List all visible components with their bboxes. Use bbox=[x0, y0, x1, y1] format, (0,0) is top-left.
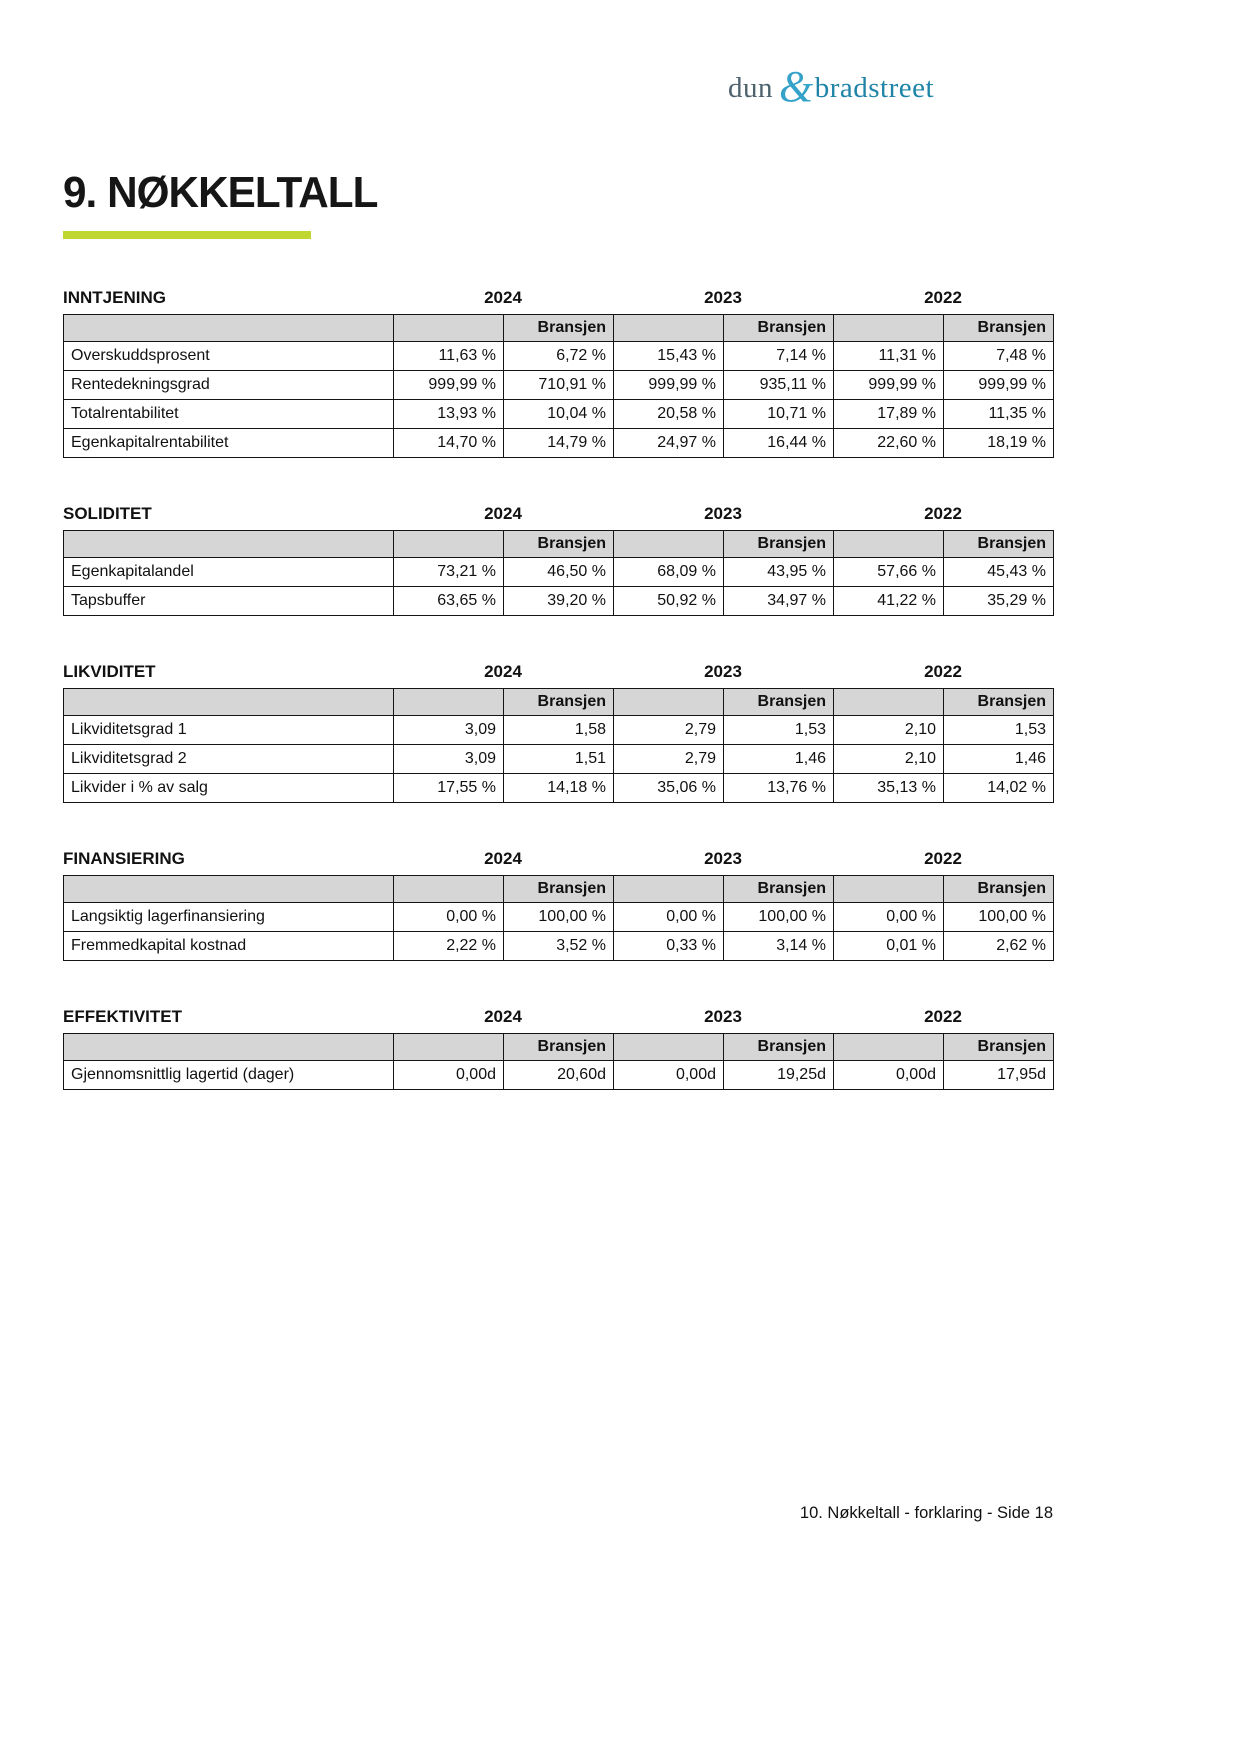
year-label: 2024 bbox=[484, 504, 522, 523]
subheader-empty-cell bbox=[834, 1034, 944, 1061]
row-label-cell: Fremmedkapital kostnad bbox=[64, 932, 394, 961]
value-cell: 22,60 % bbox=[834, 429, 944, 458]
value-cell: 34,97 % bbox=[724, 587, 834, 616]
value-cell: 0,00 % bbox=[394, 903, 504, 932]
value-cell: 13,93 % bbox=[394, 400, 504, 429]
value-cell: 100,00 % bbox=[944, 903, 1054, 932]
value-cell: 13,76 % bbox=[724, 774, 834, 803]
key-figures-table bbox=[63, 530, 1054, 616]
year-label: 2024 bbox=[484, 288, 522, 307]
table-section bbox=[63, 288, 1053, 458]
value-cell: 68,09 % bbox=[614, 558, 724, 587]
year-label: 2024 bbox=[484, 1007, 522, 1026]
bransjen-header-cell: Bransjen bbox=[724, 876, 834, 903]
row-label-cell: Totalrentabilitet bbox=[64, 400, 394, 429]
table-row bbox=[64, 429, 1054, 458]
table-row bbox=[64, 903, 1054, 932]
value-cell: 35,29 % bbox=[944, 587, 1054, 616]
bransjen-header-cell: Bransjen bbox=[724, 315, 834, 342]
section-title: SOLIDITET bbox=[63, 504, 152, 523]
section-title: INNTJENING bbox=[63, 288, 166, 307]
section-header bbox=[63, 1007, 1053, 1027]
value-cell: 35,13 % bbox=[834, 774, 944, 803]
value-cell: 57,66 % bbox=[834, 558, 944, 587]
value-cell: 17,55 % bbox=[394, 774, 504, 803]
value-cell: 3,09 bbox=[394, 745, 504, 774]
value-cell: 14,18 % bbox=[504, 774, 614, 803]
value-cell: 100,00 % bbox=[724, 903, 834, 932]
year-label: 2022 bbox=[924, 504, 962, 523]
subheader-empty-cell bbox=[834, 689, 944, 716]
bransjen-header-cell: Bransjen bbox=[504, 1034, 614, 1061]
bransjen-header-cell: Bransjen bbox=[724, 1034, 834, 1061]
value-cell: 3,14 % bbox=[724, 932, 834, 961]
row-label-cell: Langsiktig lagerfinansiering bbox=[64, 903, 394, 932]
key-figures-table bbox=[63, 688, 1054, 803]
value-cell: 1,46 bbox=[944, 745, 1054, 774]
value-cell: 0,00 % bbox=[614, 903, 724, 932]
value-cell: 10,71 % bbox=[724, 400, 834, 429]
value-cell: 100,00 % bbox=[504, 903, 614, 932]
bransjen-header-cell: Bransjen bbox=[944, 876, 1054, 903]
subheader-row bbox=[64, 689, 1054, 716]
subheader-empty-cell bbox=[64, 876, 394, 903]
value-cell: 999,99 % bbox=[394, 371, 504, 400]
bransjen-header-cell: Bransjen bbox=[944, 531, 1054, 558]
value-cell: 0,00d bbox=[834, 1061, 944, 1090]
subheader-row bbox=[64, 531, 1054, 558]
subheader-empty-cell bbox=[394, 689, 504, 716]
row-label-cell: Likvider i % av salg bbox=[64, 774, 394, 803]
bransjen-header-cell: Bransjen bbox=[724, 689, 834, 716]
value-cell: 73,21 % bbox=[394, 558, 504, 587]
value-cell: 1,53 bbox=[724, 716, 834, 745]
page-footer: 10. Nøkkeltall - forklaring - Side 18 bbox=[799, 1504, 1053, 1522]
value-cell: 999,99 % bbox=[834, 371, 944, 400]
value-cell: 20,58 % bbox=[614, 400, 724, 429]
value-cell: 63,65 % bbox=[394, 587, 504, 616]
value-cell: 2,79 bbox=[614, 716, 724, 745]
subheader-row bbox=[64, 876, 1054, 903]
subheader-empty-cell bbox=[614, 531, 724, 558]
year-label: 2023 bbox=[704, 288, 742, 307]
subheader-empty-cell bbox=[64, 315, 394, 342]
value-cell: 999,99 % bbox=[944, 371, 1054, 400]
table-row bbox=[64, 1061, 1054, 1090]
title-accent-bar bbox=[63, 231, 311, 239]
value-cell: 710,91 % bbox=[504, 371, 614, 400]
value-cell: 0,00d bbox=[614, 1061, 724, 1090]
subheader-empty-cell bbox=[834, 531, 944, 558]
value-cell: 43,95 % bbox=[724, 558, 834, 587]
value-cell: 1,58 bbox=[504, 716, 614, 745]
bransjen-header-cell: Bransjen bbox=[724, 531, 834, 558]
value-cell: 45,43 % bbox=[944, 558, 1054, 587]
table-row bbox=[64, 371, 1054, 400]
value-cell: 20,60d bbox=[504, 1061, 614, 1090]
key-figures-table bbox=[63, 314, 1054, 458]
value-cell: 11,63 % bbox=[394, 342, 504, 371]
subheader-empty-cell bbox=[614, 876, 724, 903]
row-label-cell: Egenkapitalandel bbox=[64, 558, 394, 587]
dun-bradstreet-logo: dun & bradstreet bbox=[728, 62, 935, 111]
year-label: 2022 bbox=[924, 288, 962, 307]
row-label-cell: Tapsbuffer bbox=[64, 587, 394, 616]
value-cell: 11,31 % bbox=[834, 342, 944, 371]
subheader-empty-cell bbox=[834, 876, 944, 903]
section-header bbox=[63, 504, 1053, 524]
value-cell: 17,89 % bbox=[834, 400, 944, 429]
subheader-empty-cell bbox=[394, 1034, 504, 1061]
value-cell: 2,62 % bbox=[944, 932, 1054, 961]
value-cell: 0,01 % bbox=[834, 932, 944, 961]
year-label: 2022 bbox=[924, 849, 962, 868]
page-title: 9. NØKKELTALL bbox=[63, 168, 378, 217]
logo-text-bradstreet: bradstreet bbox=[814, 72, 935, 104]
value-cell: 6,72 % bbox=[504, 342, 614, 371]
value-cell: 2,10 bbox=[834, 745, 944, 774]
value-cell: 3,52 % bbox=[504, 932, 614, 961]
table-row bbox=[64, 745, 1054, 774]
value-cell: 24,97 % bbox=[614, 429, 724, 458]
subheader-empty-cell bbox=[394, 315, 504, 342]
bransjen-header-cell: Bransjen bbox=[944, 1034, 1054, 1061]
table-row bbox=[64, 400, 1054, 429]
bransjen-header-cell: Bransjen bbox=[504, 531, 614, 558]
value-cell: 1,51 bbox=[504, 745, 614, 774]
value-cell: 0,33 % bbox=[614, 932, 724, 961]
value-cell: 14,02 % bbox=[944, 774, 1054, 803]
bransjen-header-cell: Bransjen bbox=[504, 876, 614, 903]
value-cell: 3,09 bbox=[394, 716, 504, 745]
value-cell: 35,06 % bbox=[614, 774, 724, 803]
table-row bbox=[64, 587, 1054, 616]
value-cell: 2,79 bbox=[614, 745, 724, 774]
bransjen-header-cell: Bransjen bbox=[944, 689, 1054, 716]
value-cell: 18,19 % bbox=[944, 429, 1054, 458]
section-header bbox=[63, 849, 1053, 869]
row-label-cell: Rentedekningsgrad bbox=[64, 371, 394, 400]
key-figures-table bbox=[63, 875, 1054, 961]
table-row bbox=[64, 558, 1054, 587]
value-cell: 46,50 % bbox=[504, 558, 614, 587]
value-cell: 14,79 % bbox=[504, 429, 614, 458]
value-cell: 7,14 % bbox=[724, 342, 834, 371]
logo-text-dun: dun bbox=[728, 72, 773, 104]
value-cell: 2,22 % bbox=[394, 932, 504, 961]
table-row bbox=[64, 932, 1054, 961]
subheader-empty-cell bbox=[614, 315, 724, 342]
value-cell: 1,53 bbox=[944, 716, 1054, 745]
value-cell: 935,11 % bbox=[724, 371, 834, 400]
value-cell: 19,25d bbox=[724, 1061, 834, 1090]
value-cell: 50,92 % bbox=[614, 587, 724, 616]
table-section bbox=[63, 662, 1053, 803]
value-cell: 17,95d bbox=[944, 1061, 1054, 1090]
subheader-empty-cell bbox=[614, 689, 724, 716]
section-title: FINANSIERING bbox=[63, 849, 185, 868]
year-label: 2022 bbox=[924, 1007, 962, 1026]
subheader-empty-cell bbox=[394, 876, 504, 903]
year-label: 2022 bbox=[924, 662, 962, 681]
subheader-empty-cell bbox=[64, 1034, 394, 1061]
subheader-empty-cell bbox=[394, 531, 504, 558]
subheader-row bbox=[64, 1034, 1054, 1061]
section-header bbox=[63, 288, 1053, 308]
table-row bbox=[64, 774, 1054, 803]
row-label-cell: Overskuddsprosent bbox=[64, 342, 394, 371]
year-label: 2023 bbox=[704, 849, 742, 868]
value-cell: 0,00d bbox=[394, 1061, 504, 1090]
value-cell: 15,43 % bbox=[614, 342, 724, 371]
row-label-cell: Gjennomsnittlig lagertid (dager) bbox=[64, 1061, 394, 1090]
subheader-empty-cell bbox=[834, 315, 944, 342]
value-cell: 1,46 bbox=[724, 745, 834, 774]
key-figures-table bbox=[63, 1033, 1054, 1090]
section-title: EFFEKTIVITET bbox=[63, 1007, 182, 1026]
value-cell: 2,10 bbox=[834, 716, 944, 745]
year-label: 2024 bbox=[484, 662, 522, 681]
subheader-row bbox=[64, 315, 1054, 342]
value-cell: 41,22 % bbox=[834, 587, 944, 616]
section-header bbox=[63, 662, 1053, 682]
row-label-cell: Likviditetsgrad 1 bbox=[64, 716, 394, 745]
section-title: LIKVIDITET bbox=[63, 662, 156, 681]
row-label-cell: Likviditetsgrad 2 bbox=[64, 745, 394, 774]
value-cell: 16,44 % bbox=[724, 429, 834, 458]
table-row bbox=[64, 342, 1054, 371]
bransjen-header-cell: Bransjen bbox=[944, 315, 1054, 342]
year-label: 2024 bbox=[484, 849, 522, 868]
value-cell: 14,70 % bbox=[394, 429, 504, 458]
year-label: 2023 bbox=[704, 504, 742, 523]
bransjen-header-cell: Bransjen bbox=[504, 689, 614, 716]
table-section bbox=[63, 504, 1053, 616]
value-cell: 7,48 % bbox=[944, 342, 1054, 371]
year-label: 2023 bbox=[704, 662, 742, 681]
year-label: 2023 bbox=[704, 1007, 742, 1026]
value-cell: 999,99 % bbox=[614, 371, 724, 400]
tables-container bbox=[63, 288, 1053, 1136]
value-cell: 11,35 % bbox=[944, 400, 1054, 429]
bransjen-header-cell: Bransjen bbox=[504, 315, 614, 342]
row-label-cell: Egenkapitalrentabilitet bbox=[64, 429, 394, 458]
table-row bbox=[64, 716, 1054, 745]
table-section bbox=[63, 849, 1053, 961]
value-cell: 0,00 % bbox=[834, 903, 944, 932]
subheader-empty-cell bbox=[64, 531, 394, 558]
value-cell: 10,04 % bbox=[504, 400, 614, 429]
subheader-empty-cell bbox=[614, 1034, 724, 1061]
table-section bbox=[63, 1007, 1053, 1090]
subheader-empty-cell bbox=[64, 689, 394, 716]
value-cell: 39,20 % bbox=[504, 587, 614, 616]
